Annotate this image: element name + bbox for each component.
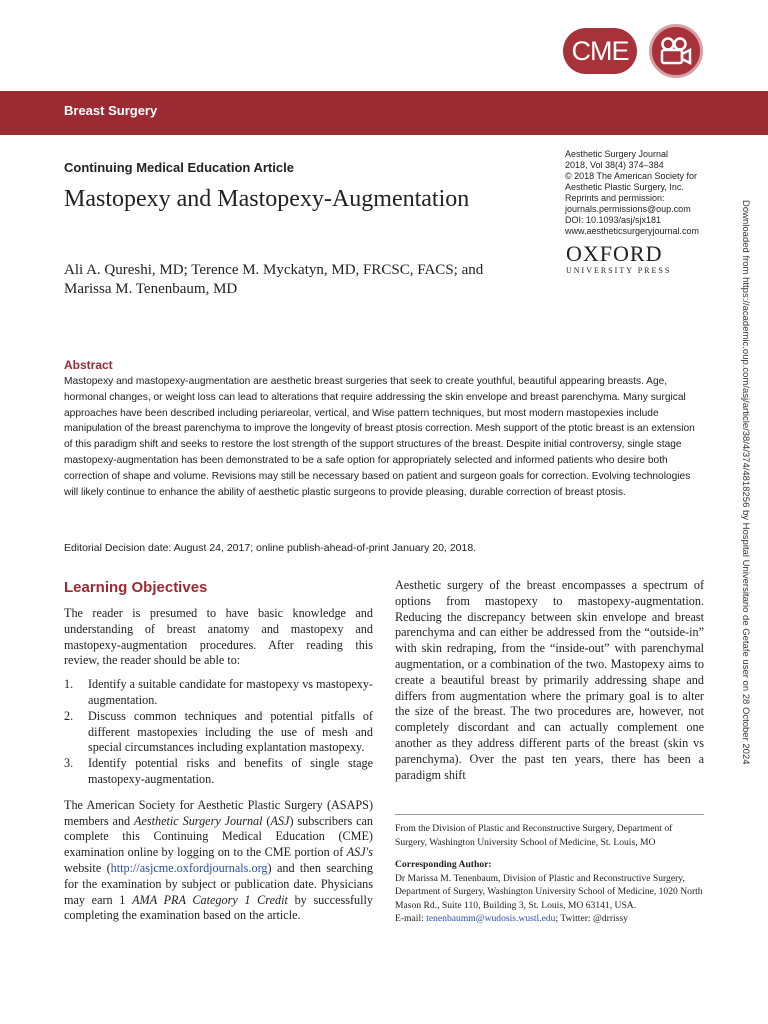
list-text: Discuss common techniques and potential pitfalls of different mastopexies including the use of mesh and special circumstances including explantation mastopexy. <box>88 708 373 755</box>
cme-journal-name: Aesthetic Surgery Journal <box>134 813 263 828</box>
abstract-text: Mastopexy and mastopexy-augmentation are aesthetic breast surgeries that seek to create youthful, beautiful appearing breasts. Age, hormonal changes, or weight loss can lead to alterations that require addressing the skin envelope and breast parenchyma. Many surgical approaches have been described including periareolar, vertical, and Wise pattern techniques, but most modern mastopexies include manipulation of the breast parenchyma to improve the longevity of breast ptosis correction. Mesh support of the ptotic breast is an extension of this paradigm shift and seeks to restore the lost strength of the support structures of the breast. Despite initial controversy, single stage mastopexy-augmentation has been demonstrated to be a safe option for appropriately selected and informed patients who desire both correction of shape and volume. Revisions may still be necessary based on patient and surgeon goals for correction. Evolving technologies will likely continue to enhance the ability of aesthetic plastic surgeons to provide pleasing, durable correction of breast ptosis. <box>64 376 695 498</box>
reprints-label: Reprints and permission: <box>565 193 665 203</box>
corresponding-block <box>395 858 704 926</box>
journal-website[interactable]: www.aestheticsurgeryjournal.com <box>565 226 700 236</box>
copyright-line-1: © 2018 The American Society for <box>565 171 698 181</box>
download-note-text: Downloaded from https://academic.oup.com/asj/article/38/4/374/4818256 by Hospital Universitario de Getafe user on 28 October 2024 <box>740 200 751 765</box>
cme-badge-label: CME <box>571 35 629 66</box>
list-item <box>64 756 373 788</box>
list-item <box>64 709 373 756</box>
body-text-right: Aesthetic surgery of the breast encompasses a spectrum of options from mastopexy to mastopexy-augmentation. Reducing the discrepancy between skin envelope and breast parenchyma and can either be addressed from the “outside-in” with skin redraping, from the “inside-out” with parenchymal augmentation, or a combination of the two. Mastopexy aims to create a beautiful breast by primarily addressing shape and differs from augmentation where the primary goal is to alter the size of the breast. The two procedures are, however, not completely discordant and can actually complement one another as they address different parts of the breast (skin vs parenchyma). Over the past ten years, there has been a paradigm shift <box>395 578 704 782</box>
video-camera-icon[interactable] <box>649 24 703 78</box>
cme-link[interactable]: http://asjcme.oxfordjournals.org <box>110 860 268 875</box>
copyright-line-2: Aesthetic Plastic Surgery, Inc. <box>565 182 684 192</box>
list-number: 2. <box>64 708 74 723</box>
cme-text-1: The American Society for Aesthetic Plastic Surgery (ASAPS) members and <box>64 797 373 828</box>
cme-badge <box>563 28 637 74</box>
article-title: Mastopexy and Mastopexy-Augmentation <box>64 186 470 212</box>
authors-line-1: Ali A. Qureshi, MD; Terence M. Myckatyn, MD, FRCSC, FACS; and <box>64 262 484 278</box>
list-item <box>64 677 373 709</box>
corresponding-label: Corresponding Author: <box>395 859 492 870</box>
section-banner <box>0 91 768 135</box>
cme-asjs: ASJ's <box>346 845 373 860</box>
learning-objectives-heading: Learning Objectives <box>64 579 208 596</box>
list-text: Identify a suitable candidate for mastopexy vs mastopexy-augmentation. <box>88 677 373 707</box>
journal-name: Aesthetic Surgery Journal <box>565 149 669 159</box>
journal-meta <box>565 149 715 237</box>
list-number: 1. <box>64 677 74 692</box>
author-email[interactable]: tenenbaumm@wudosis.wustl.edu <box>426 913 556 924</box>
affiliation: From the Division of Plastic and Reconstructive Surgery, Department of Surgery, Washington University School of Medicine, St. Louis, MO <box>395 823 673 848</box>
cme-text-5: ) and then searching for the examination by subject or publication date. Physicians may earn 1 <box>64 860 373 907</box>
editorial-dates: Editorial Decision date: August 24, 2017; online publish-ahead-of-print January 20, 2018. <box>64 542 477 554</box>
footnote-divider <box>395 814 704 815</box>
publisher-logo: OXFORD <box>566 241 663 266</box>
twitter-handle: ; Twitter: @drrissy <box>555 913 628 924</box>
footnote <box>395 822 704 926</box>
list-text: Identify potential risks and benefits of single stage mastopexy-augmentation. <box>88 756 373 786</box>
cme-credit: AMA PRA Category 1 Credit <box>132 892 288 907</box>
cme-asj-abbrev: ASJ <box>270 813 290 828</box>
cme-text-3: ) subscribers can complete this Continuing Medical Education (CME) examination online by logging on to the CME portion of <box>64 813 374 860</box>
authors-line-2: Marissa M. Tenenbaum, MD <box>64 281 238 297</box>
email-label: E-mail: <box>395 913 424 924</box>
video-camera-glyph <box>659 36 693 66</box>
objectives-list <box>64 677 373 788</box>
contact-line <box>395 912 704 926</box>
author-list <box>64 261 544 299</box>
doi[interactable]: DOI: 10.1093/asj/sjx181 <box>565 215 662 225</box>
publisher-logo-sub: UNIVERSITY PRESS <box>566 266 672 275</box>
learning-intro: The reader is presumed to have basic knowledge and understanding of breast anatomy and mastopexy and mastopexy-augmentation procedures. After reading this review, the reader should be able to: <box>64 606 373 668</box>
cme-text-4: website ( <box>64 860 111 875</box>
cme-text-6: by successfully completing the examination based on the article. <box>64 892 374 923</box>
abstract-heading: Abstract <box>64 358 113 372</box>
cme-instructions <box>64 798 373 924</box>
article-type: Continuing Medical Education Article <box>64 160 294 175</box>
journal-volume: 2018, Vol 38(4) 374–384 <box>565 160 664 170</box>
cme-text-2: ( <box>266 813 271 828</box>
list-number: 3. <box>64 756 74 771</box>
download-note <box>737 200 753 830</box>
left-column <box>64 606 373 932</box>
section-label: Breast Surgery <box>64 103 158 118</box>
permissions-email[interactable]: journals.permissions@oup.com <box>565 204 691 214</box>
corresponding-text: Dr Marissa M. Tenenbaum, Division of Plastic and Reconstructive Surgery, Department of Surgery, Washington University School of Medicine, 1020 North Mason Rd., Suite 110, Building 3, St. Louis, MO 63141, USA. <box>395 872 703 911</box>
